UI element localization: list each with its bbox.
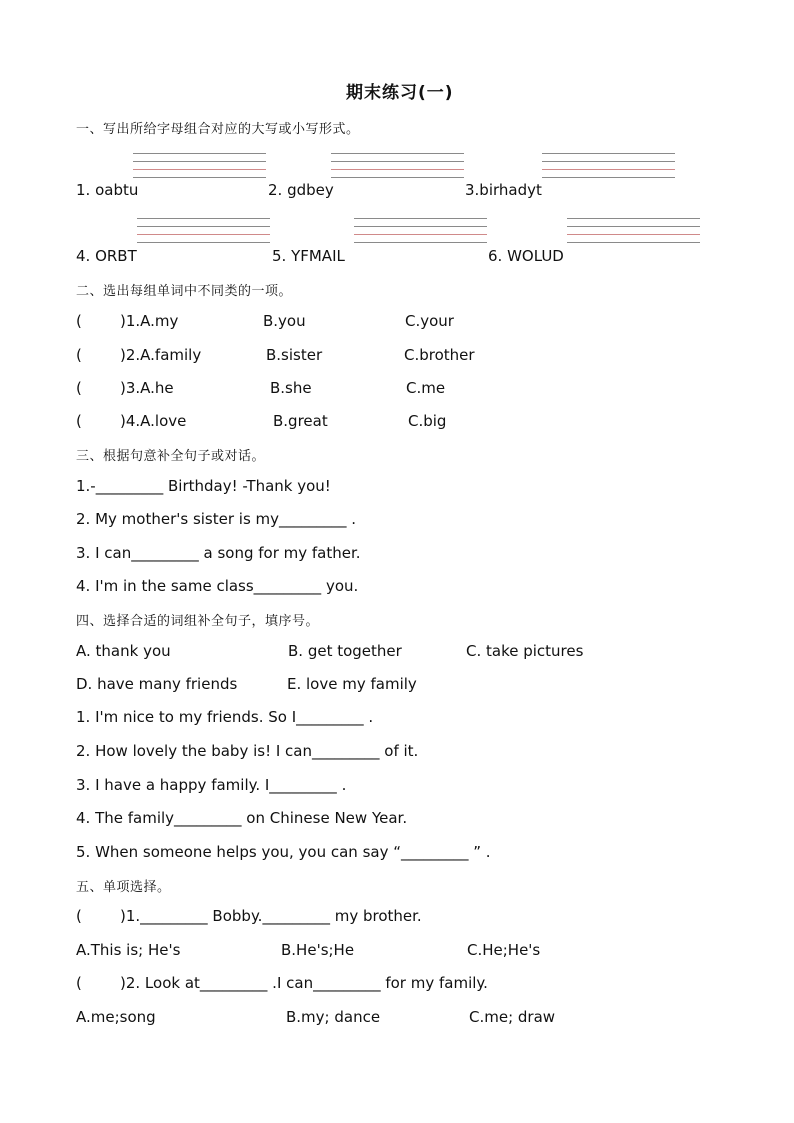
- part3-item-3: 3. I can_________ a song for my father.: [76, 544, 361, 562]
- answer-paren: (: [76, 907, 82, 925]
- writing-lines-4[interactable]: [137, 218, 270, 250]
- part2-q3-a: )3.A.he: [120, 379, 174, 397]
- part1-item-3: 3.birhadyt: [465, 181, 542, 199]
- part4-item-2: 2. How lovely the baby is! I can_________ of it.: [76, 742, 419, 760]
- part4-option-d: D. have many friends: [76, 675, 238, 693]
- answer-paren: (: [76, 412, 82, 430]
- part1-item-6: 6. WOLUD: [488, 247, 564, 265]
- part4-option-a: A. thank you: [76, 642, 171, 660]
- answer-paren: (: [76, 974, 82, 992]
- section-4-heading: 四、选择合适的词组补全句子，填序号。: [76, 614, 320, 629]
- part1-item-4: 4. ORBT: [76, 247, 137, 265]
- writing-lines-2[interactable]: [331, 153, 464, 185]
- part3-item-4: 4. I'm in the same class_________ you.: [76, 577, 359, 595]
- part1-item-5: 5. YFMAIL: [272, 247, 345, 265]
- section-2-heading: 二、选出每组单词中不同类的一项。: [76, 284, 293, 299]
- section-3-heading: 三、根据句意补全句子或对话。: [76, 449, 266, 464]
- part4-item-3: 3. I have a happy family. I_________ .: [76, 776, 347, 794]
- part2-q4-c: C.big: [408, 412, 447, 430]
- part2-q1-c: C.your: [405, 312, 454, 330]
- part5-q2-option-c: C.me; draw: [469, 1008, 556, 1026]
- part3-item-2: 2. My mother's sister is my_________ .: [76, 510, 357, 528]
- part2-q1-a: )1.A.my: [120, 312, 179, 330]
- part4-option-c: C. take pictures: [466, 642, 584, 660]
- writing-lines-5[interactable]: [354, 218, 487, 250]
- part1-item-2: 2. gdbey: [268, 181, 334, 199]
- section-1-heading: 一、写出所给字母组合对应的大写或小写形式。: [76, 122, 360, 137]
- part5-q2-option-a: A.me;song: [76, 1008, 156, 1026]
- part4-item-5: 5. When someone helps you, you can say “_________ ” .: [76, 843, 491, 861]
- part4-option-e: E. love my family: [287, 675, 417, 693]
- part2-q2-a: )2.A.family: [120, 346, 202, 364]
- part5-q1: )1._________ Bobby._________ my brother.: [120, 907, 422, 925]
- part5-q2-option-b: B.my; dance: [286, 1008, 381, 1026]
- part2-q3-c: C.me: [406, 379, 446, 397]
- part5-q1-option-c: C.He;He's: [467, 941, 541, 959]
- writing-lines-6[interactable]: [567, 218, 700, 250]
- writing-lines-3[interactable]: [542, 153, 675, 185]
- page-title: 期末练习(一): [346, 83, 454, 103]
- part2-q3-b: B.she: [270, 379, 312, 397]
- writing-lines-1[interactable]: [133, 153, 266, 185]
- part1-item-1: 1. oabtu: [76, 181, 139, 199]
- section-5-heading: 五、单项选择。: [76, 880, 171, 895]
- part2-q1-b: B.you: [263, 312, 306, 330]
- answer-paren: (: [76, 346, 82, 364]
- answer-paren: (: [76, 379, 82, 397]
- part2-q4-b: B.great: [273, 412, 328, 430]
- part2-q2-c: C.brother: [404, 346, 475, 364]
- part2-q2-b: B.sister: [266, 346, 323, 364]
- part4-item-1: 1. I'm nice to my friends. So I_________ .: [76, 708, 374, 726]
- part2-q4-a: )4.A.love: [120, 412, 187, 430]
- part4-item-4: 4. The family_________ on Chinese New Year.: [76, 809, 408, 827]
- part5-q1-option-a: A.This is; He's: [76, 941, 181, 959]
- part5-q2: )2. Look at_________ .I can_________ for my family.: [120, 974, 488, 992]
- part5-q1-option-b: B.He's;He: [281, 941, 355, 959]
- part4-option-b: B. get together: [288, 642, 402, 660]
- part3-item-1: 1.-_________ Birthday! -Thank you!: [76, 477, 331, 495]
- answer-paren: (: [76, 312, 82, 330]
